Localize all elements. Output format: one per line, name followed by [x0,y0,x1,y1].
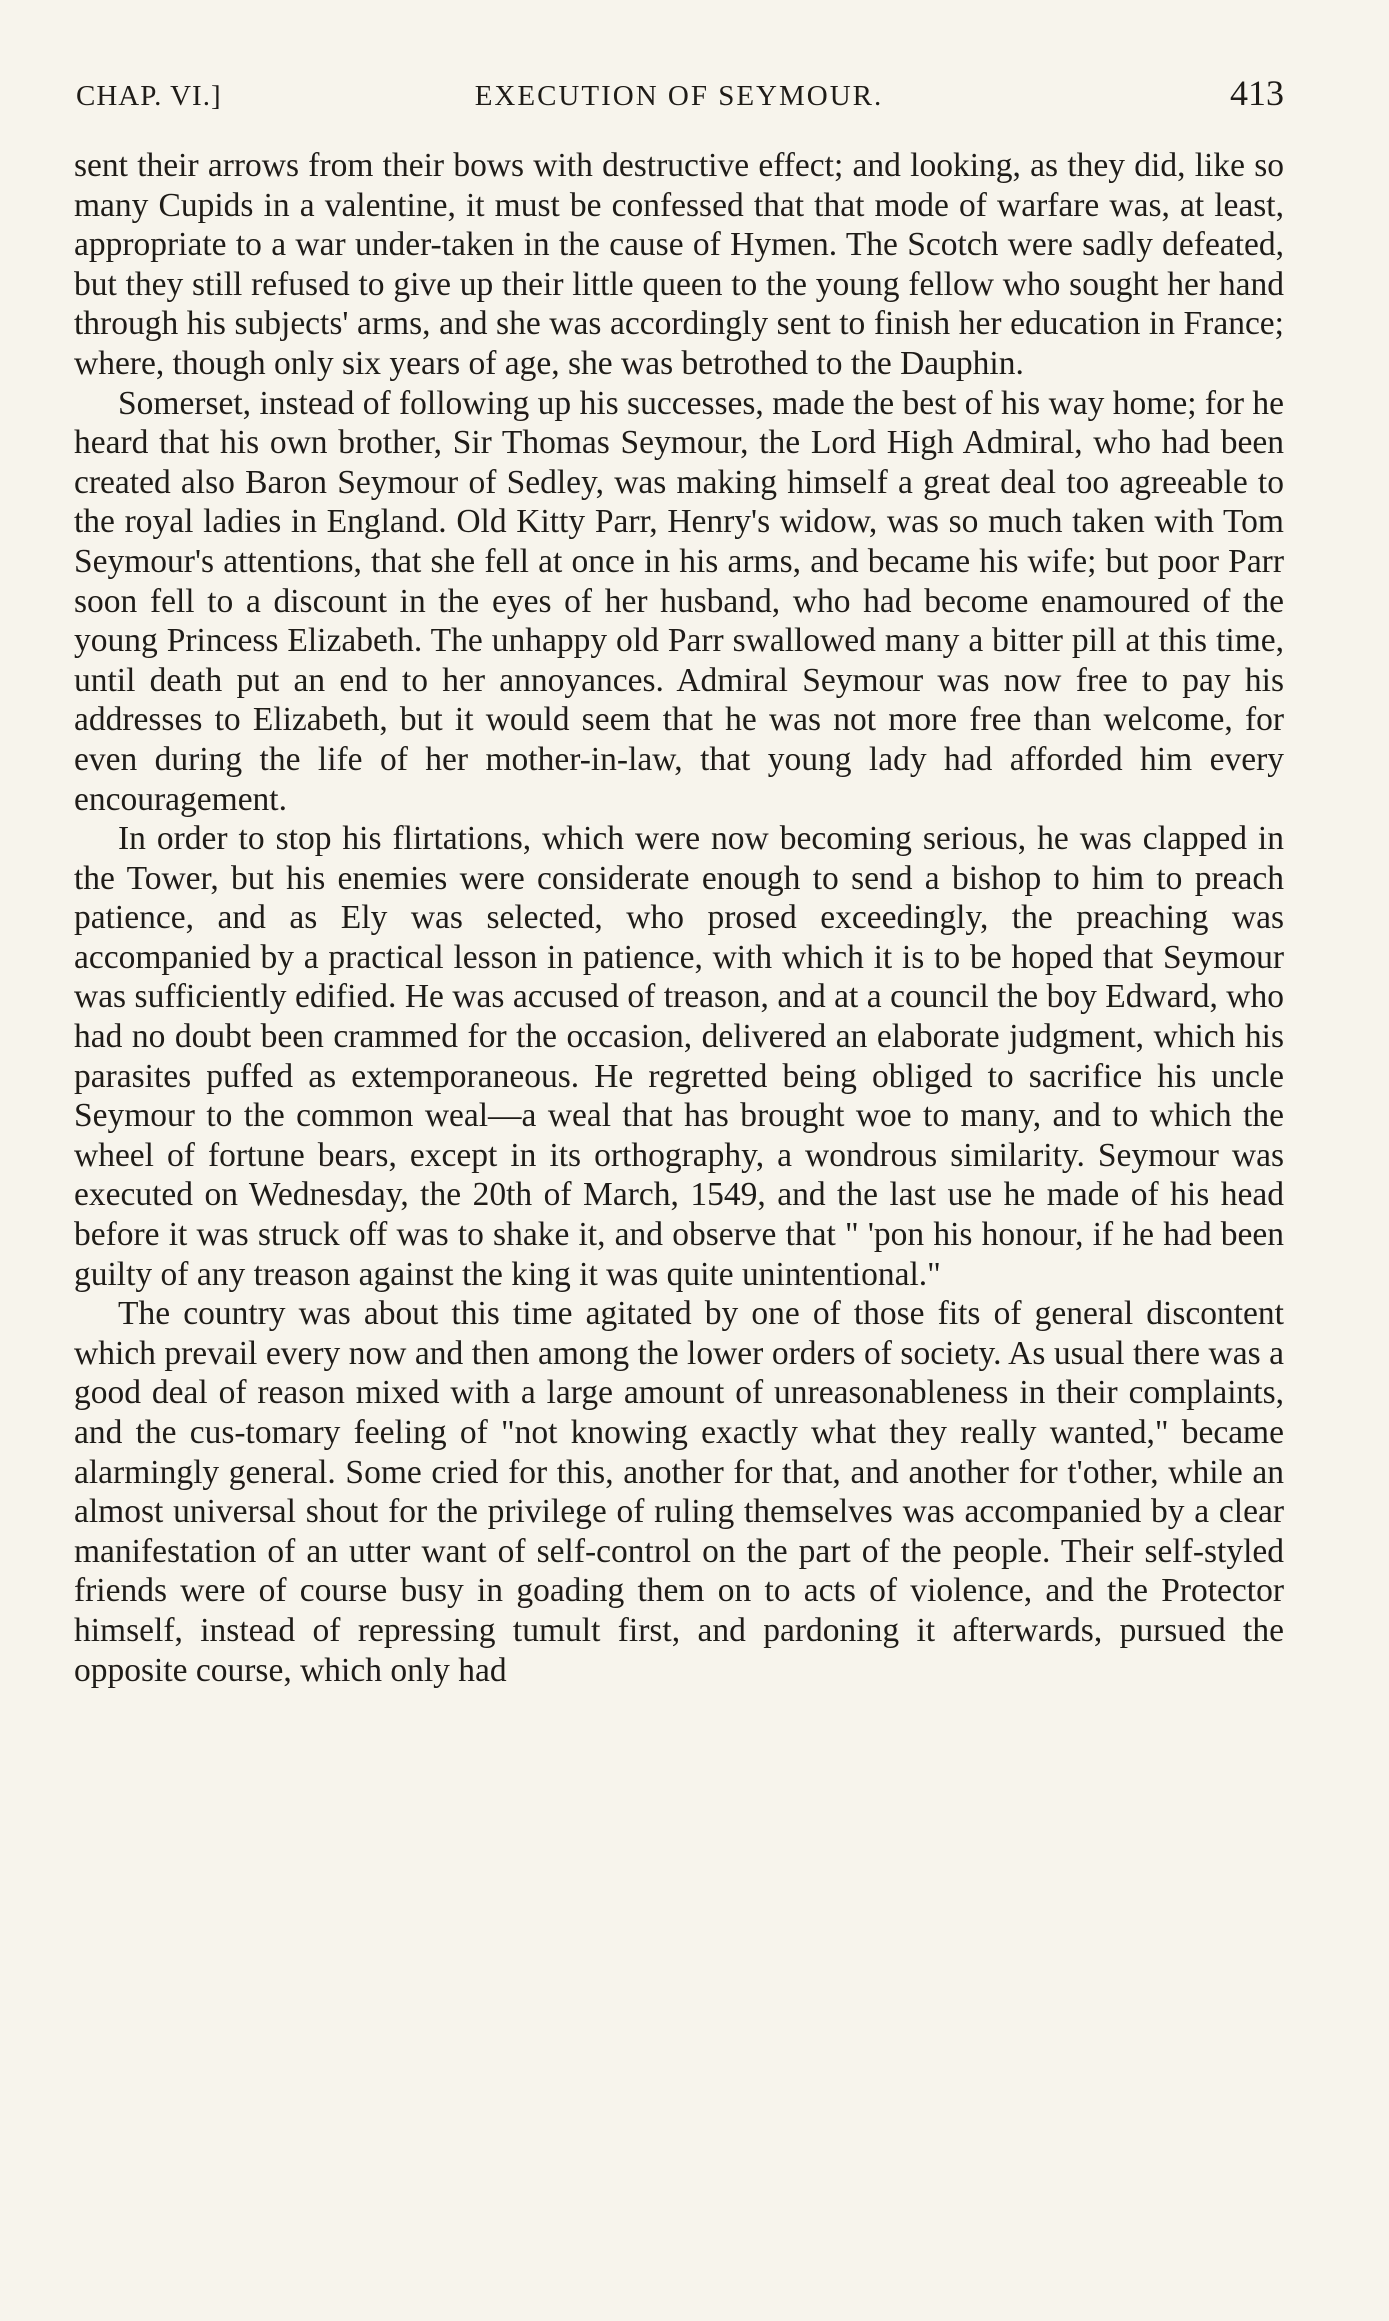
running-head [74,70,1284,122]
paragraph-3: In order to stop his flirtations, which were now becoming serious, he was clapped in the Tower, but his enemies were considerate enough to send a bishop to him to preach patience, and as Ely was selected, who prosed exceedingly, the preaching was accompanied by a practical lesson in patience, with which it is to be hoped that Seymour was sufficiently edified. He was accused of treason, and at a council the boy Edward, who had no doubt been crammed for the occasion, delivered an elaborate judgment, which his parasites puffed as extemporaneous. He regretted being obliged to sacrifice his uncle Seymour to the common weal—a weal that has brought woe to many, and to which the wheel of fortune bears, except in its orthography, a wondrous similarity. Seymour was executed on Wednesday, the 20th of March, 1549, and the last use he made of his head before it was struck off was to shake it, and observe that " 'pon his honour, if he had been guilty of any treason against the king it was quite unintentional." [74,820,1284,1293]
paragraph-2: Somerset, instead of following up his successes, made the best of his way home; for he heard that his own brother, Sir Thomas Seymour, the Lord High Admiral, who had been created also Baron Seymour of Sedley, was making himself a great deal too agreeable to the royal ladies in England. Old Kitty Parr, Henry's widow, was so much taken with Tom Seymour's attentions, that she fell at once in his arms, and became his wife; but poor Parr soon fell to a discount in the eyes of her husband, who had become enamoured of the young Princess Elizabeth. The unhappy old Parr swallowed many a bitter pill at this time, until death put an end to her annoyances. Admiral Seymour was now free to pay his addresses to Elizabeth, but it would seem that he was not more free than welcome, for even during the life of her mother-in-law, that young lady had afforded him every encouragement. [74,384,1284,818]
book-page [74,70,1284,1690]
paragraph-4: The country was about this time agitated by one of those fits of general discontent which prevail every now and then among the lower orders of society. As usual there was a good deal of reason mixed with a large amount of unreasonableness in their complaints, and the cus-tomary feeling of "not knowing exactly what they really wanted," became alarmingly general. Some cried for this, another for that, and another for t'other, while an almost universal shout for the privilege of ruling themselves was accompanied by a clear manifestation of an utter want of self-control on the part of the people. Their self-styled friends were of course busy in goading them on to acts of violence, and the Protector himself, instead of repressing tumult first, and pardoning it afterwards, pursued the opposite course, which only had [74,1295,1284,1689]
running-title: EXECUTION OF SEYMOUR. [474,80,884,112]
body-text [74,146,1284,1690]
chapter-label: CHAP. VI.] [76,80,222,112]
page-number: 413 [1230,73,1284,113]
paragraph-1: sent their arrows from their bows with destructive effect; and looking, as they did, like so many Cupids in a valentine, it must be confessed that that mode of warfare was, at least, appropriate to a war under-taken in the cause of Hymen. The Scotch were sadly defeated, but they still refused to give up their little queen to the young fellow who sought her hand through his subjects' arms, and she was accordingly sent to finish her education in France; where, though only six years of age, she was betrothed to the Dauphin. [74,147,1284,382]
